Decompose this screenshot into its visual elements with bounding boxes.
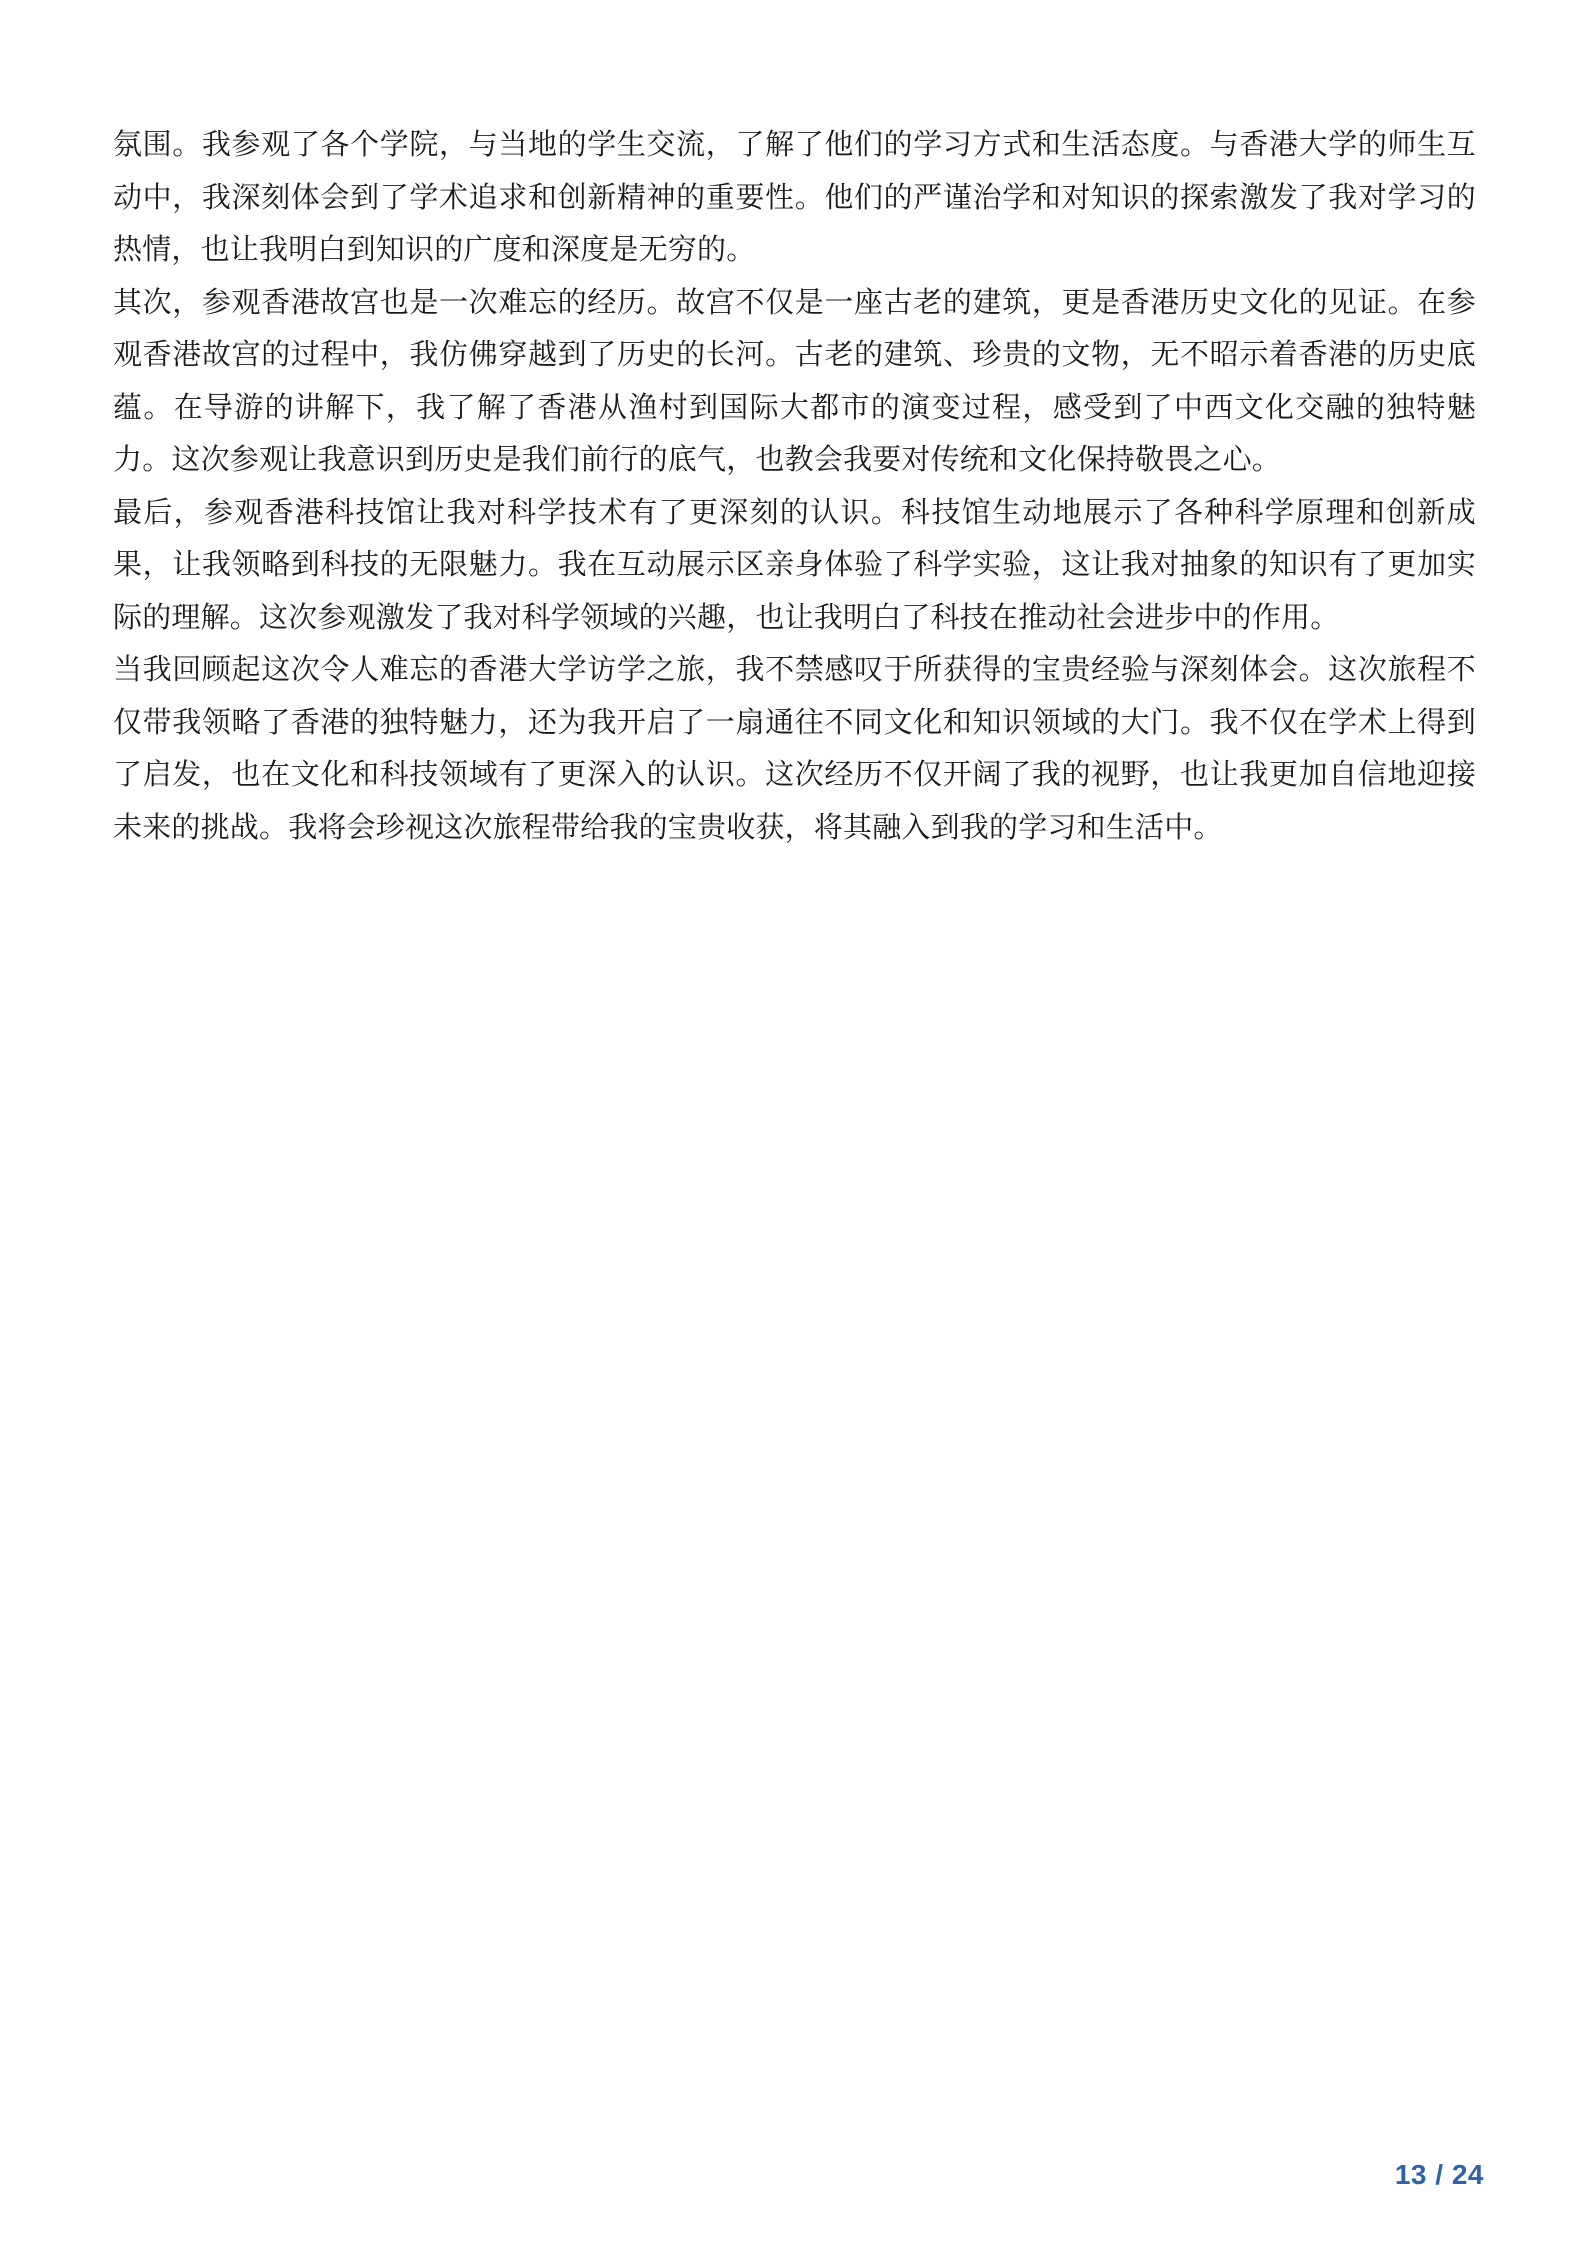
document-body	[113, 118, 1476, 853]
paragraph: 氛围。我参观了各个学院，与当地的学生交流，了解了他们的学习方式和生活态度。与香港大学的师生互动中，我深刻体会到了学术追求和创新精神的重要性。他们的严谨治学和对知识的探索激发了我对学习的热情，也让我明白到知识的广度和深度是无穷的。	[113, 127, 1476, 266]
paragraph: 当我回顾起这次令人难忘的香港大学访学之旅，我不禁感叹于所获得的宝贵经验与深刻体会。这次旅程不仅带我领略了香港的独特魅力，还为我开启了一扇通往不同文化和知识领域的大门。我不仅在学术上得到了启发，也在文化和科技领域有了更深入的认识。这次经历不仅开阔了我的视野，也让我更加自信地迎接未来的挑战。我将会珍视这次旅程带给我的宝贵收获，将其融入到我的学习和生活中。	[113, 652, 1476, 844]
paragraph: 最后，参观香港科技馆让我对科学技术有了更深刻的认识。科技馆生动地展示了各种科学原理和创新成果，让我领略到科技的无限魅力。我在互动展示区亲身体验了科学实验，这让我对抽象的知识有了更加实际的理解。这次参观激发了我对科学领域的兴趣，也让我明白了科技在推动社会进步中的作用。	[113, 494, 1476, 634]
page-number: 13 / 24	[1394, 2159, 1484, 2190]
paragraph: 其次，参观香港故宫也是一次难忘的经历。故宫不仅是一座古老的建筑，更是香港历史文化的见证。在参观香港故宫的过程中，我仿佛穿越到了历史的长河。古老的建筑、珍贵的文物，无不昭示着香港的历史底蕴。在导游的讲解下，我了解了香港从渔村到国际大都市的演变过程，感受到了中西文化交融的独特魅力。这次参观让我意识到历史是我们前行的底气，也教会我要对传统和文化保持敬畏之心。	[113, 284, 1476, 476]
